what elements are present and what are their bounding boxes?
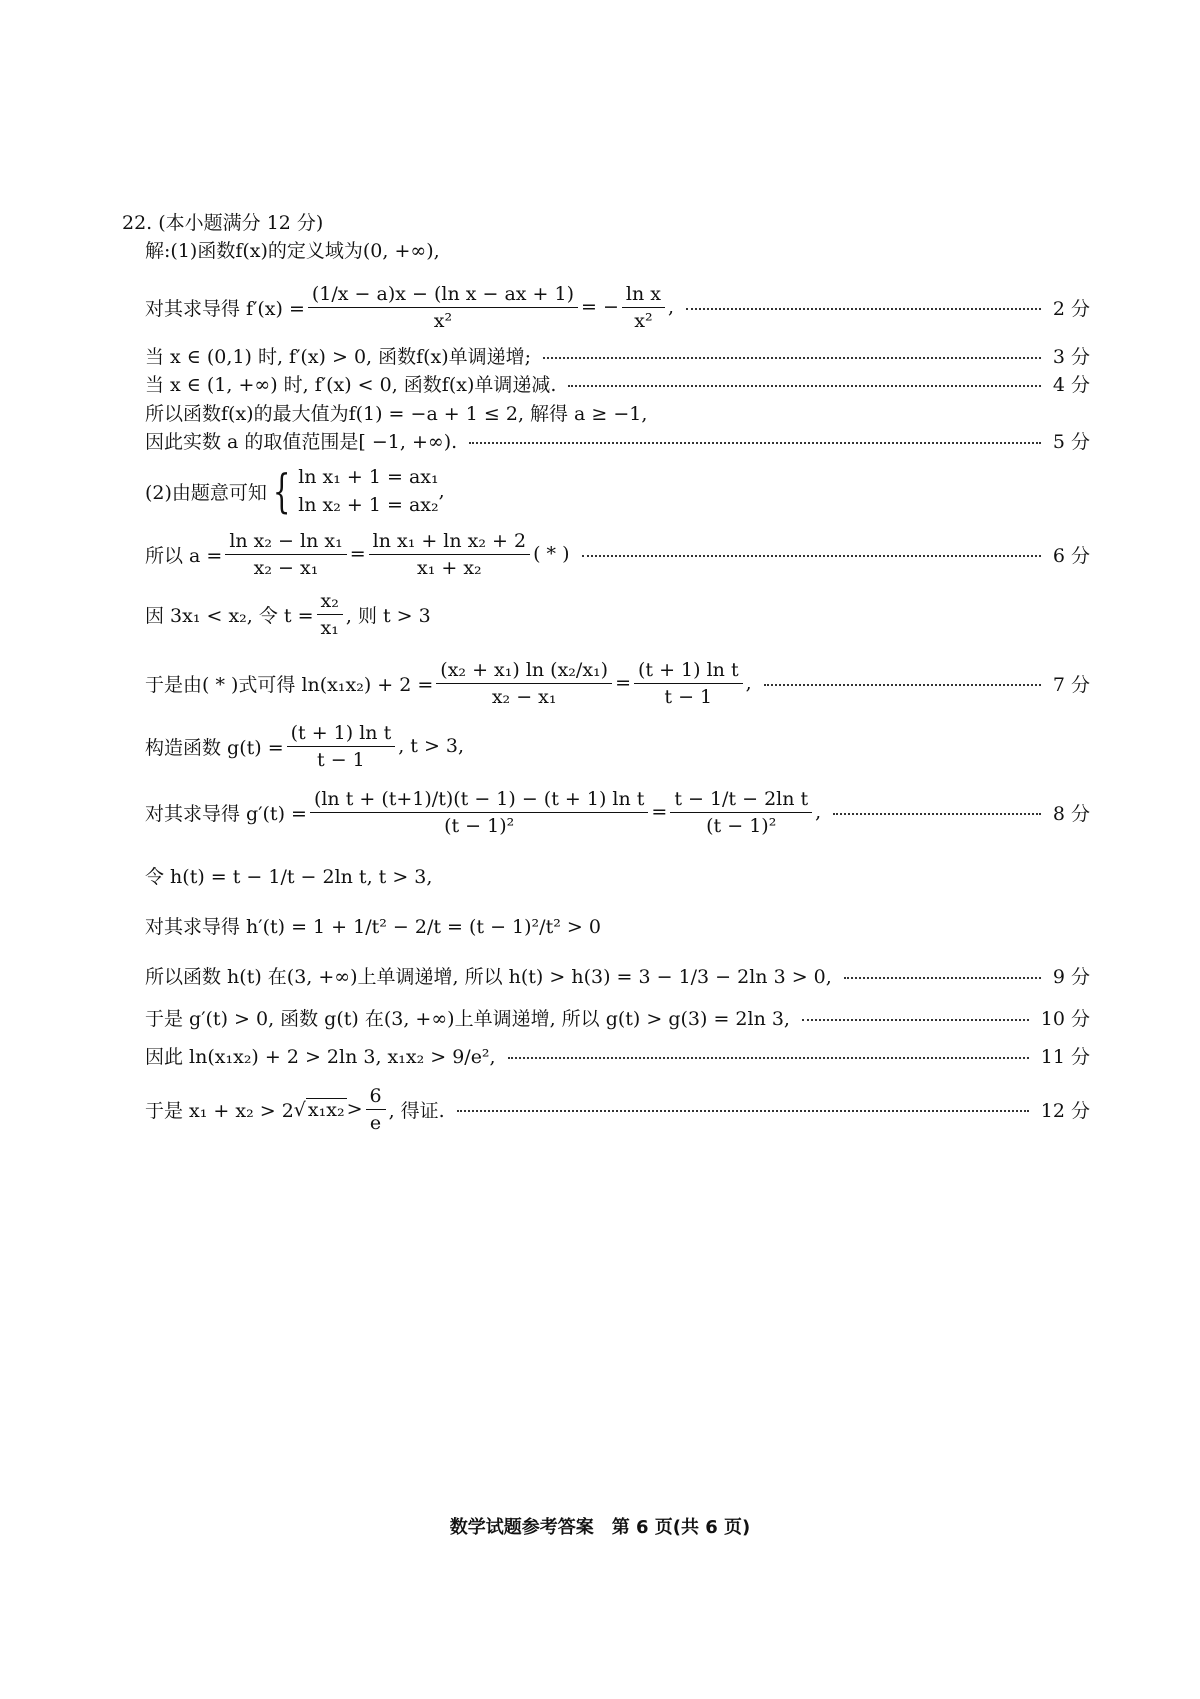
leader-dots [764, 684, 1041, 686]
score: 7 分 [1052, 673, 1090, 696]
leader-dots [833, 813, 1041, 815]
line-ln-product: 于是由( * )式可得 ln(x₁x₂) + 2 = $\frac{\text{(x₂ + x₁) ln (x₂/x₁)}}{\text{x₂ − x₁}}$ = $\frac{\text{(t + 1) ln t}}{t - 1}$ , 7 分 [145, 658, 1090, 708]
fraction: $\frac{\text{ln x}}{\text{x²}}$ [622, 283, 665, 332]
fraction: $\frac{\text{(t + 1) ln t}}{t - 1}$ [634, 659, 743, 708]
page-footer: 数学试题参考答案 第 6 页(共 6 页) [449, 1517, 751, 1538]
line-let-h: 令 h(t) = t − 1/t − 2ln t, t > 3, [145, 866, 433, 888]
score: 2 分 [1052, 297, 1090, 320]
line-conclusion: 于是 x₁ + x₂ > 2 √ x₁x₂ > $\frac{6}{e}$ , 得证. 12 分 [145, 1084, 1090, 1134]
line-g-increasing: 于是 g′(t) > 0, 函数 g(t) 在(3, +∞)上单调递增, 所以 g(t) > g(3) = 2ln 3, 10 分 [145, 1004, 1090, 1031]
fraction: $\frac{\text{(x₂ + x₁) ln (x₂/x₁)}}{\text{x₂ − x₁}}$ [436, 659, 612, 708]
score: 6 分 [1052, 544, 1090, 567]
line-decreasing: 当 x ∈ (1, +∞) 时, f′(x) < 0, 函数f(x)单调递减. 4 分 [145, 370, 1090, 397]
fraction: $\frac{\text{(ln t + (t+1)/t)(t − 1) − (t + 1) ln t}}{\text{(t − 1)²}}$ [310, 788, 648, 837]
leader-dots [582, 555, 1041, 557]
fraction: $\frac{\text{t − 1/t − 2ln t}}{\text{(t − 1)²}}$ [670, 788, 812, 837]
line-max-value: 所以函数f(x)的最大值为f(1) = −a + 1 ≤ 2, 解得 a ≥ −1, [145, 403, 648, 425]
fraction: $\frac{6}{e}$ [366, 1085, 386, 1134]
score: 8 分 [1052, 802, 1090, 825]
square-root: √ x₁x₂ [293, 1098, 345, 1121]
line-a-expression: 所以 a = $\frac{\text{ln x₂ − ln x₁}}{\text{x₂ − x₁}}$ = $\frac{\text{ln x₁ + ln x₂ + 2}}{\text{x₁ + x₂}}$ ( * ) 6 分 [145, 529, 1090, 579]
line-increasing: 当 x ∈ (0,1) 时, f′(x) > 0, 函数f(x)单调递增; 3 分 [145, 342, 1090, 369]
fraction: $\frac{\text{ln x₁ + ln x₂ + 2}}{\text{x₁ + x₂}}$ [369, 530, 530, 579]
fraction: $\frac{\text{x₂}}{\text{x₁}}$ [317, 590, 343, 639]
line-product-bound: 因此 ln(x₁x₂) + 2 > 2ln 3, x₁x₂ > 9/e², 11 分 [145, 1042, 1090, 1069]
score: 9 分 [1052, 966, 1090, 988]
line-range-a: 因此实数 a 的取值范围是[ −1, +∞). 5 分 [145, 427, 1090, 454]
line-domain: 解:(1)函数f(x)的定义域为(0, +∞), [145, 240, 440, 262]
fraction: $\frac{\text{ln x₂ − ln x₁}}{\text{x₂ − x₁}}$ [225, 530, 346, 579]
line-let-t: 因 3x₁ < x₂, 令 t = $\frac{\text{x₂}}{\text{x₁}}$ , 则 t > 3 [145, 589, 431, 639]
score: 4 分 [1052, 374, 1090, 396]
line-construct-g: 构造函数 g(t) = $\frac{\text{(t + 1) ln t}}{t - 1}$ , t > 3, [145, 721, 465, 771]
line-h-increasing: 所以函数 h(t) 在(3, +∞)上单调递增, 所以 h(t) > h(3) = 3 − 1/3 − 2ln 3 > 0, 9 分 [145, 962, 1090, 989]
score: 3 分 [1052, 346, 1090, 368]
line-derivative-h: 对其求导得 h′(t) = 1 + 1/t² − 2/t = (t − 1)²/t² > 0 [145, 916, 601, 938]
fraction: $\frac{\text{(1/x − a)x − (ln x − ax + 1)}}{\text{x²}}$ [308, 283, 578, 332]
equation-system: { ln x₁ + 1 = ax₁ ln x₂ + 1 = ax₂ [272, 464, 439, 518]
leader-dots [802, 1019, 1029, 1021]
score: 5 分 [1052, 431, 1090, 453]
score: 11 分 [1040, 1046, 1090, 1068]
leader-dots [844, 977, 1041, 979]
brace: { [272, 464, 291, 518]
line-system: (2)由题意可知 { ln x₁ + 1 = ax₁ ln x₂ + 1 = ax₂ , [145, 464, 445, 518]
leader-dots [543, 357, 1041, 359]
line-derivative-f: 对其求导得 f′(x) = $\frac{\text{(1/x − a)x − (ln x − ax + 1)}}{\text{x²}}$ = − $\frac{\text{ln x}}{\text{x²}}$ , 2 分 [145, 282, 1090, 332]
fraction: $\frac{\text{(t + 1) ln t}}{t - 1}$ [287, 722, 396, 771]
line-derivative-g: 对其求导得 g′(t) = $\frac{\text{(ln t + (t+1)/t)(t − 1) − (t + 1) ln t}}{\text{(t − 1)²}}$ = $\frac{\text{t − 1/t − 2ln t}}{\text{(t − 1)²}}$ , 8 分 [145, 787, 1090, 837]
score: 10 分 [1040, 1008, 1090, 1030]
problem-heading: 22. (本小题满分 12 分) [122, 212, 324, 234]
leader-dots [508, 1057, 1029, 1059]
score: 12 分 [1040, 1099, 1090, 1122]
leader-dots [457, 1110, 1029, 1112]
leader-dots [686, 308, 1041, 310]
leader-dots [568, 385, 1040, 387]
leader-dots [469, 442, 1041, 444]
